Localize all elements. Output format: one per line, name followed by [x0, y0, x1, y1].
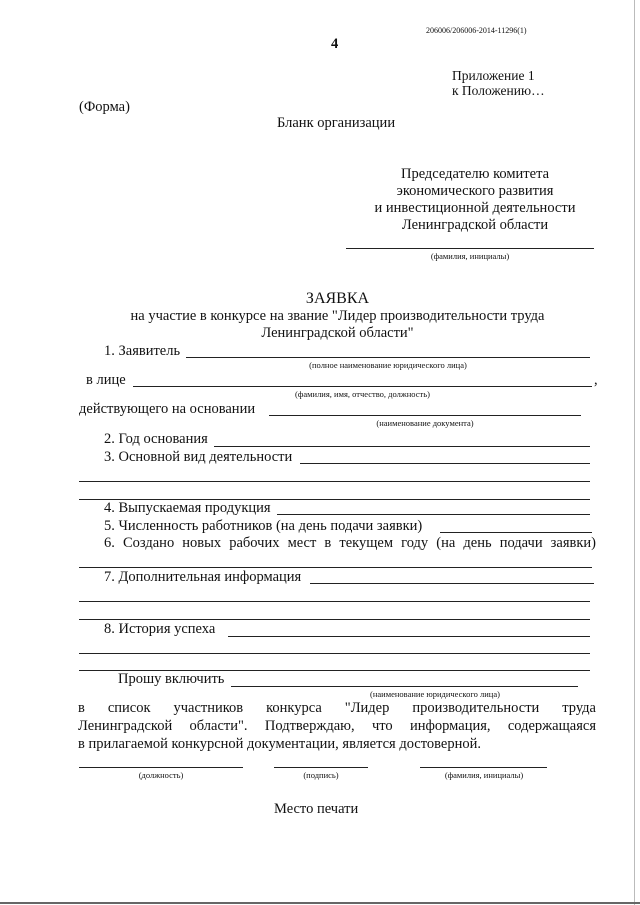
- addressee-hint: (фамилия, инициалы): [430, 251, 510, 261]
- year-field[interactable]: [214, 446, 590, 447]
- document-id: 206006/206006-2014-11296(1): [426, 26, 527, 35]
- extra-field[interactable]: [310, 583, 594, 584]
- addressee-line-3: и инвестиционной деятельности: [374, 200, 576, 216]
- jobs-field[interactable]: [79, 567, 592, 568]
- addressee-name-line[interactable]: [346, 248, 594, 249]
- employees-field[interactable]: [440, 532, 592, 533]
- form-label: (Форма): [79, 99, 130, 115]
- annex-line-1: Приложение 1: [452, 68, 535, 83]
- extra-field-line-3[interactable]: [79, 619, 590, 620]
- addressee-line-2: экономического развития: [396, 183, 554, 199]
- signature-field[interactable]: [274, 767, 368, 768]
- basis-hint: (наименование документа): [376, 418, 474, 428]
- stamp-place: Место печати: [274, 801, 359, 817]
- person-hint: (фамилия, имя, отчество, должность): [295, 389, 430, 399]
- position-field[interactable]: [79, 767, 243, 768]
- page-number: 4: [331, 36, 339, 52]
- annex-line-2: к Положению…: [452, 83, 545, 98]
- story-label: 8. История успеха: [104, 621, 216, 637]
- request-org-field[interactable]: [231, 686, 578, 687]
- name-hint: (фамилия, инициалы): [444, 770, 524, 780]
- position-hint: (должность): [138, 770, 184, 780]
- basis-field[interactable]: [269, 415, 581, 416]
- scan-bottom-edge: [0, 902, 640, 904]
- person-field[interactable]: [133, 386, 592, 387]
- scan-edge: [634, 0, 635, 905]
- basis-label: действующего на основании: [79, 401, 256, 417]
- products-field[interactable]: [277, 514, 590, 515]
- activity-field-line-2[interactable]: [79, 481, 590, 482]
- name-field[interactable]: [420, 767, 547, 768]
- form-title: ЗАЯВКА: [305, 290, 370, 307]
- request-prefix: Прошу включить: [118, 671, 225, 687]
- request-line-3: в прилагаемой конкурсной документации, является достоверной.: [78, 736, 481, 752]
- person-comma: ,: [594, 372, 598, 388]
- extra-field-line-2[interactable]: [79, 601, 590, 602]
- applicant-hint: (полное наименование юридического лица): [309, 360, 467, 370]
- form-subtitle-1: на участие в конкурсе на звание "Лидер производительности труда: [130, 308, 545, 324]
- jobs-label: 6. Создано новых рабочих мест в текущем году (на день подачи заявки): [104, 535, 596, 551]
- activity-field[interactable]: [300, 463, 590, 464]
- signature-hint: (подпись): [303, 770, 339, 780]
- request-line-1: в список участников конкурса "Лидер производительности труда: [78, 700, 596, 716]
- story-field-line-2[interactable]: [79, 653, 590, 654]
- activity-label: 3. Основной вид деятельности: [104, 449, 293, 465]
- story-field[interactable]: [228, 636, 590, 637]
- addressee-line-1: Председателю комитета: [400, 166, 550, 182]
- applicant-field[interactable]: [186, 357, 590, 358]
- applicant-label: 1. Заявитель: [104, 343, 181, 359]
- org-blank-label: Бланк организации: [277, 115, 396, 131]
- products-label: 4. Выпускаемая продукция: [104, 500, 271, 516]
- form-subtitle-2: Ленинградской области": [261, 325, 414, 341]
- request-line-2: Ленинградской области". Подтверждаю, что информация, содержащаяся: [78, 718, 596, 734]
- year-label: 2. Год основания: [104, 431, 208, 447]
- request-hint: (наименование юридического лица): [370, 689, 500, 699]
- in-person-label: в лице: [86, 372, 126, 388]
- employees-label: 5. Численность работников (на день подачи заявки): [104, 518, 423, 534]
- addressee-line-4: Ленинградской области: [401, 217, 549, 233]
- extra-label: 7. Дополнительная информация: [104, 569, 302, 585]
